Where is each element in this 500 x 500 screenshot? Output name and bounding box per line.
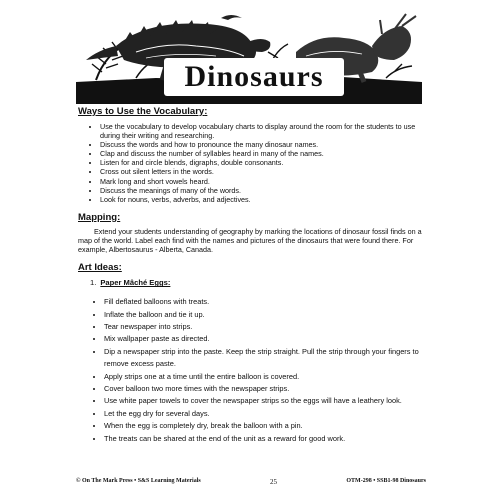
art-ideas-heading: Art Ideas: — [78, 262, 122, 274]
list-item: • Discuss the words and how to pronounce the many dinosaur names. — [100, 140, 428, 149]
page-footer — [76, 478, 426, 486]
footer-publisher: © On The Mark Press • S&S Learning Materials — [76, 478, 201, 484]
page-number: 25 — [270, 478, 278, 486]
list-item: • The treats can be shared at the end of the unit as a reward for good work. — [104, 433, 428, 445]
vocabulary-list — [78, 122, 428, 204]
mapping-paragraph: Extend your students understanding of geography by marking the locations of dinosaur fossil finds on a map of the world. Label each find with the names and pictures of the dinosaurs that were found there. For example, Albertosaurus - Alberta, Canada. — [78, 226, 422, 255]
list-item: • Inflate the balloon and tie it up. — [104, 309, 428, 321]
list-item: • Mark long and short vowels heard. — [100, 177, 428, 186]
list-item: • Let the egg dry for several days. — [104, 408, 428, 420]
footer-code: OTM-298 • SSB1-98 Dinosaurs — [346, 478, 426, 484]
mapping-heading-text: Mapping — [78, 211, 118, 223]
list-item: • Look for nouns, verbs, adverbs, and adjectives. — [100, 195, 428, 204]
list-item: • When the egg is completely dry, break the balloon with a pin. — [104, 420, 428, 432]
list-item: • Cover balloon two more times with the newspaper strips. — [104, 383, 428, 395]
art-item-1 — [90, 278, 428, 288]
list-item: • Mix wallpaper paste as directed. — [104, 333, 428, 345]
list-item: • Tear newspaper into strips. — [104, 321, 428, 333]
vocabulary-heading: Ways to Use the Vocabulary: — [78, 106, 208, 117]
list-item: • Use white paper towels to cover the newspaper strips so the eggs will have a leathery look. — [104, 395, 428, 407]
art-item-label: Paper Mâché Eggs: — [100, 278, 171, 288]
list-item: • Listen for and circle blends, digraphs, double consonants. — [100, 158, 428, 167]
list-item: • Discuss the meanings of many of the words. — [100, 186, 428, 195]
list-item: • Fill deflated balloons with treats. — [104, 296, 428, 308]
list-item: • Dip a newspaper strip into the paste. Keep the strip straight. Pull the strip through your fingers to remove excess paste. — [104, 346, 428, 371]
list-item: • Clap and discuss the number of syllables heard in many of the names. — [100, 149, 428, 158]
list-item: • Cross out silent letters in the words. — [100, 167, 428, 176]
list-item: • Apply strips one at a time until the entire balloon is covered. — [104, 371, 428, 383]
mapping-heading: Mapping: — [78, 211, 121, 223]
art-item-number: 1. — [90, 278, 97, 288]
paper-mache-steps — [78, 296, 428, 445]
main-content — [78, 106, 428, 445]
vocabulary-heading-text: Ways to Use the Vocabulary — [78, 106, 205, 117]
list-item: • Use the vocabulary to develop vocabulary charts to display around the room for the students to use during their writing and researching. — [100, 122, 428, 140]
page-title: Dinosaurs — [164, 58, 344, 96]
